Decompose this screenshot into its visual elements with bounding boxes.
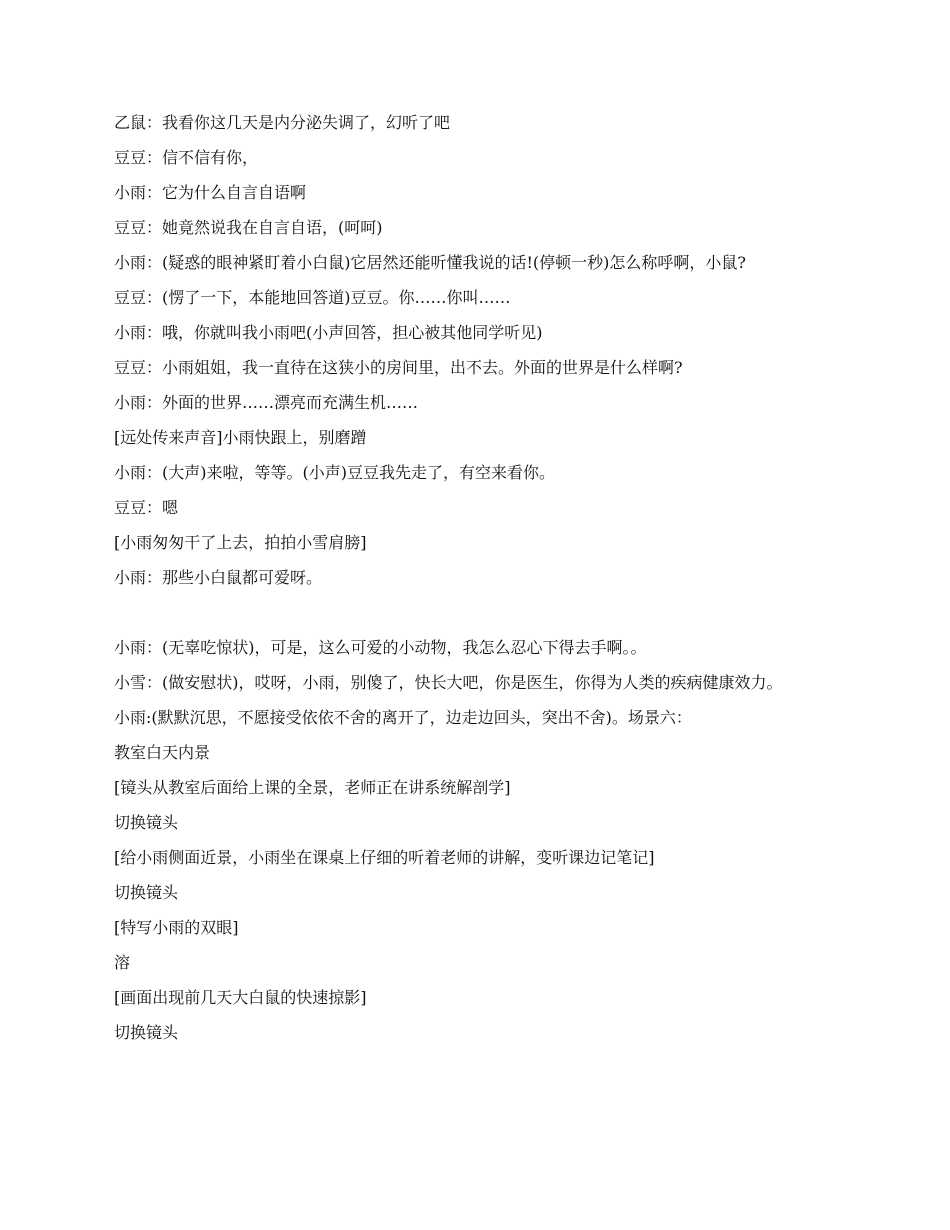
paragraph: 豆豆：小雨姐姐，我一直待在这狭小的房间里，出不去。外面的世界是什么样啊? (114, 358, 683, 377)
paragraph: 溶 (114, 953, 131, 972)
paragraph: [特写小雨的双眼] (114, 918, 239, 937)
document-body (114, 112, 840, 1057)
paragraph: [给小雨侧面近景，小雨坐在课桌上仔细的听着老师的讲解，变听课边记笔记] (114, 848, 655, 867)
paragraph: 小雪：(做安慰状)，哎呀，小雨，别傻了，快长大吧，你是医生，你得为人类的疾病健康效力。 (114, 673, 783, 692)
paragraph: 小雨:(默默沉思，不愿接受依依不舍的离开了，边走边回头，突出不舍)。场景六： (114, 708, 692, 727)
paragraph: 乙鼠：我看你这几天是内分泌失调了，幻听了吧 (114, 113, 451, 132)
paragraph: 小雨：那些小白鼠都可爱呀。 (114, 568, 323, 587)
paragraph: 小雨：它为什么自言自语啊 (114, 183, 307, 202)
paragraph: 小雨：(大声)来啦，等等。(小声)豆豆我先走了，有空来看你。 (114, 463, 555, 482)
paragraph: 豆豆：(愣了一下，本能地回答道)豆豆。你……你叫…… (114, 288, 511, 307)
paragraph: 豆豆：嗯 (114, 498, 179, 517)
paragraph: [画面出现前几天大白鼠的快速掠影] (114, 988, 367, 1007)
paragraph: 豆豆：她竟然说我在自言自语，(呵呵) (114, 218, 383, 237)
paragraph: 小雨：哦，你就叫我小雨吧(小声回答，担心被其他同学听见) (114, 323, 543, 342)
blank-line (114, 602, 840, 637)
paragraph: [小雨匆匆干了上去，拍拍小雪肩膀] (114, 533, 367, 552)
paragraph: 豆豆：信不信有你， (114, 148, 259, 167)
paragraph: 教室白天内景 (114, 743, 211, 762)
paragraph: 切换镜头 (114, 813, 179, 832)
paragraph: 切换镜头 (114, 883, 179, 902)
paragraph: [镜头从教室后面给上课的全景，老师正在讲系统解剖学] (114, 778, 511, 797)
paragraph: 小雨：(疑惑的眼神紧盯着小白鼠)它居然还能听懂我说的话!(停顿一秒)怎么称呼啊，小鼠? (114, 253, 746, 272)
paragraph: [远处传来声音]小雨快跟上，别磨蹭 (114, 428, 367, 447)
paragraph: 小雨：(无辜吃惊状)，可是，这么可爱的小动物，我怎么忍心下得去手啊。。 (114, 638, 647, 657)
paragraph: 切换镜头 (114, 1023, 179, 1042)
paragraph: 小雨：外面的世界……漂亮而充满生机…… (114, 393, 419, 412)
